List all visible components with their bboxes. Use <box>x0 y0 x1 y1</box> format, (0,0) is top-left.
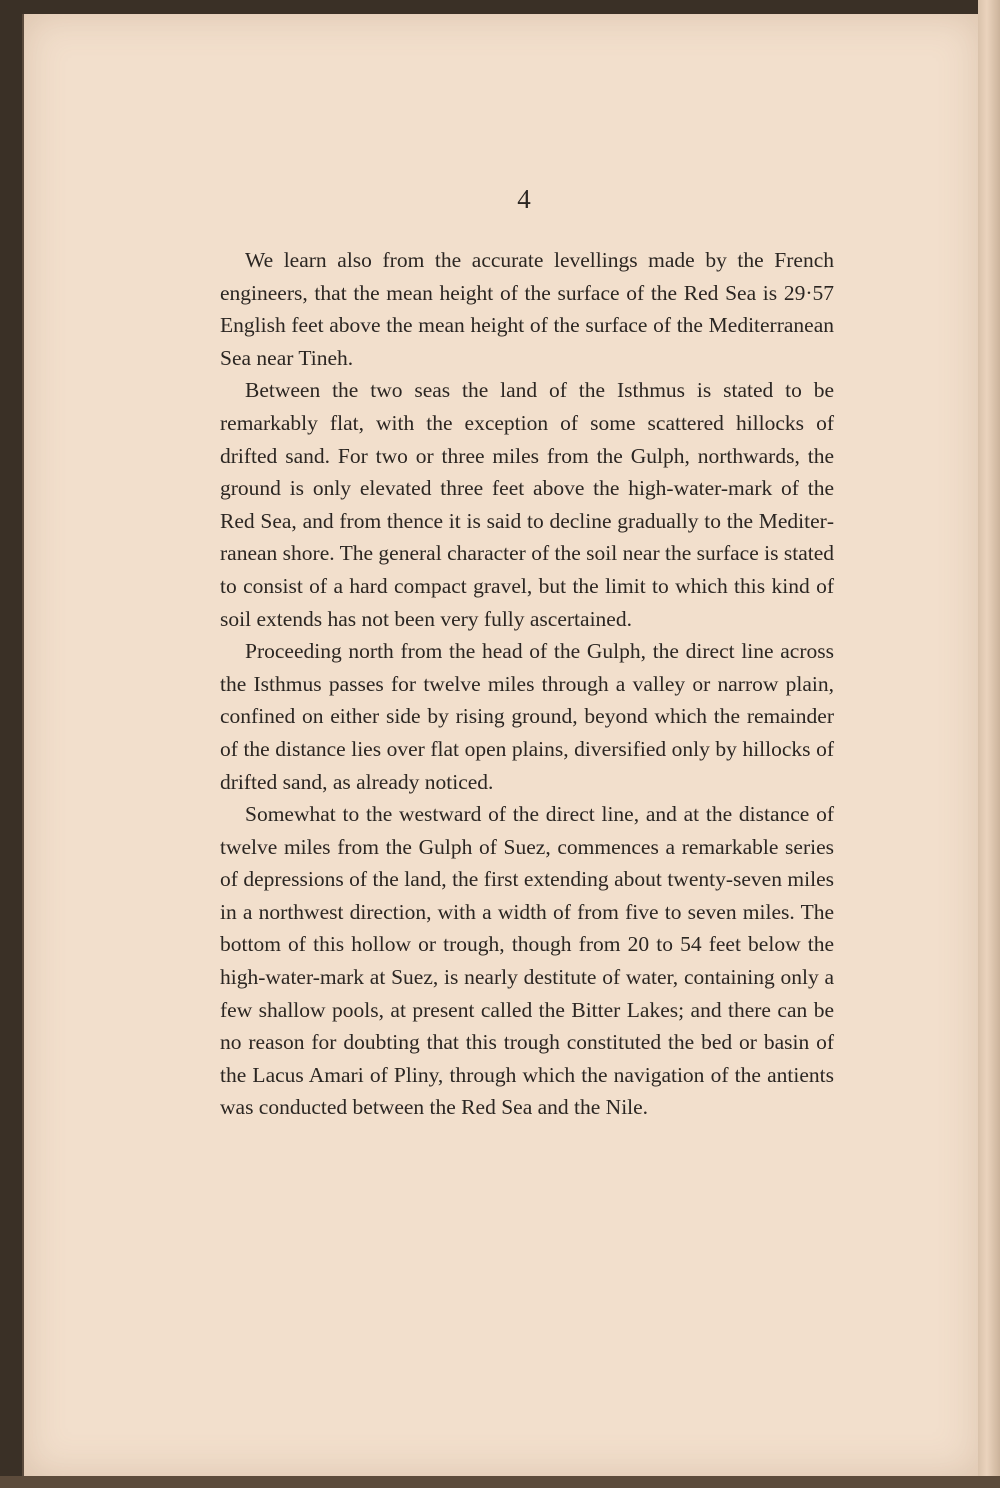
adjacent-page-edge <box>978 0 1000 1488</box>
paragraph-isthmus-land: Between the two seas the land of the Isthmus is stated to be remarkably flat, with the exception of some scattered hillocks of drifted sand. For two or three miles from the Gulph, northwards, the ground is only elevated three feet above the high-water-mark of the Red Sea, and from thence it is said to decline gradually to the Mediterranean shore. The general character of the soil near the surface is stated to consist of a hard compact gravel, but the limit to which this kind of soil extends has not been very fully ascertained. <box>220 378 834 631</box>
binding-edge <box>0 1476 1000 1488</box>
paragraph-direct-line: Proceeding north from the head of the Gulph, the direct line across the Isthmus passes for twelve miles through a valley or narrow plain, confined on either side by rising ground, beyond which the remainder of the distance lies over flat open plains, diversified only by hillocks of drifted sand, as already noticed. <box>220 639 834 794</box>
book-page <box>22 14 980 1476</box>
paragraph-bitter-lakes: Somewhat to the westward of the direct line, and at the distance of twelve miles from the Gulph of Suez, commences a remarkable series of depressions of the land, the first extending about twenty-seven miles in a northwest direction, with a width of from five to seven miles. The bottom of this hollow or trough, though from 20 to 54 feet below the high-water-mark at Suez, is nearly destitute of water, containing only a few shallow pools, at present called the Bitter Lakes; and there can be no reason for doubting that this trough constituted the bed or basin of the Lacus Amari of Pliny, through which the navigation of the antients was conducted between the Red Sea and the Nile. <box>220 802 834 1120</box>
page-number: 4 <box>517 184 531 214</box>
body-text <box>220 244 834 1124</box>
paragraph-levellings: We learn also from the accurate levellings made by the French engineers, that the mean height of the surface of the Red Sea is 29·57 English feet above the mean height of the surface of the Mediterranean Sea near Tineh. <box>220 248 834 370</box>
